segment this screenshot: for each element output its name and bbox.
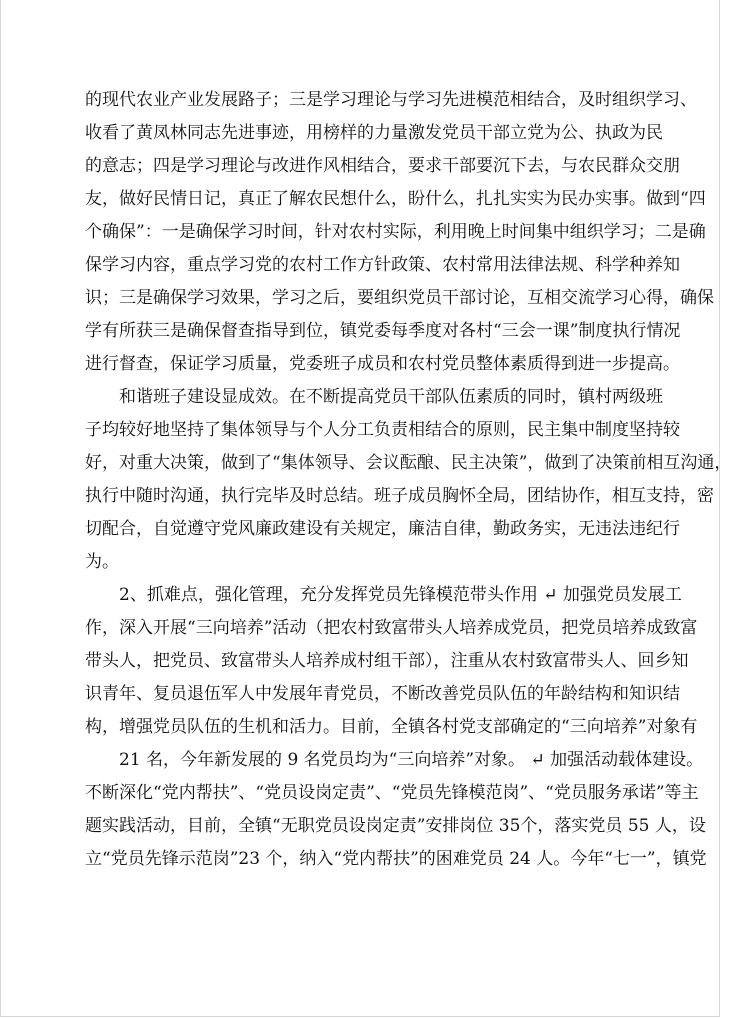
text-line: 立“党员先锋示范岗”23 个，纳入“党内帮扶”的困难党员 24 人。今年“七一”，镇党	[85, 849, 707, 869]
text-line: 带头人，把党员、致富带头人培养成村组干部），注重从农村致富带头人、回乡知	[85, 651, 689, 671]
text-line: 构，增强党员队伍的生机和活力。目前，全镇各村党支部确定的“三向培养”对象有	[85, 717, 698, 737]
text-line: 不断深化“党内帮扶”、“党员设岗定责”、“党员先锋模范岗”、“党员服务承诺”等主	[85, 783, 699, 803]
paragraph-party-management	[85, 579, 707, 876]
text-line: 学有所获三是确保督查指导到位，镇党委每季度对各村“三会一课”制度执行情况	[85, 321, 681, 341]
text-line: 识青年、复员退伍军人中发展年青党员，不断改善党员队伍的年龄结构和知识结	[85, 684, 680, 704]
text-line: 执行中随时沟通，执行完毕及时总结。班子成员胸怀全局，团结协作，相互支持，密	[85, 486, 714, 506]
text-line: 好，对重大决策，做到了“集体领导、会议酝酿、民主决策”，做到了决策前相互沟通，	[85, 453, 731, 473]
text-line: 为。	[85, 552, 119, 572]
text-line: 作，深入开展“三向培养”活动（把农村致富带头人培养成党员，把党员培养成致富	[85, 618, 698, 638]
text-line: 21 名，今年新发展的 9 名党员均为“三向培养”对象。 ↵ 加强活动载体建设。	[119, 750, 704, 770]
text-line: 2、抓难点，强化管理，充分发挥党员先锋模范带头作用 ↵ 加强党员发展工	[119, 585, 682, 605]
document-body	[85, 84, 731, 876]
text-line: 题实践活动，目前，全镇“无职党员设岗定责”安排岗位 35个，落实党员 55 人，设	[85, 816, 706, 836]
text-line: 识；三是确保学习效果，学习之后，要组织党员干部讨论，互相交流学习心得，确保	[85, 288, 714, 308]
text-line: 保学习内容，重点学习党的农村工作方针政策、农村常用法律法规、科学种养知	[85, 255, 680, 275]
text-line: 个确保”：一是确保学习时间，针对农村实际，利用晚上时间集中组织学习；二是确	[85, 222, 706, 242]
text-line: 子均较好地坚持了集体领导与个人分工负责相结合的原则，民主集中制度坚持较	[85, 420, 680, 440]
text-line: 收看了黄凤林同志先进事迹，用榜样的力量激发党员干部立党为公、执政为民	[85, 123, 663, 143]
text-line: 和谐班子建设显成效。在不断提高党员干部队伍素质的同时，镇村两级班	[119, 387, 663, 407]
paragraph-team-building	[85, 381, 731, 579]
text-line: 切配合，自觉遵守党风廉政建设有关规定，廉洁自律，勤政务实，无违法违纪行	[85, 519, 680, 539]
text-line: 友，做好民情日记，真正了解农民想什么，盼什么，扎扎实实为民办实事。做到“四	[85, 189, 706, 209]
text-line: 的意志；四是学习理论与改进作风相结合，要求干部要沉下去，与农民群众交朋	[85, 156, 680, 176]
paragraph-study	[85, 84, 714, 381]
text-line: 的现代农业产业发展路子；三是学习理论与学习先进模范相结合，及时组织学习、	[85, 90, 697, 110]
text-line: 进行督查，保证学习质量，党委班子成员和农村党员整体素质得到进一步提高。	[85, 354, 680, 374]
